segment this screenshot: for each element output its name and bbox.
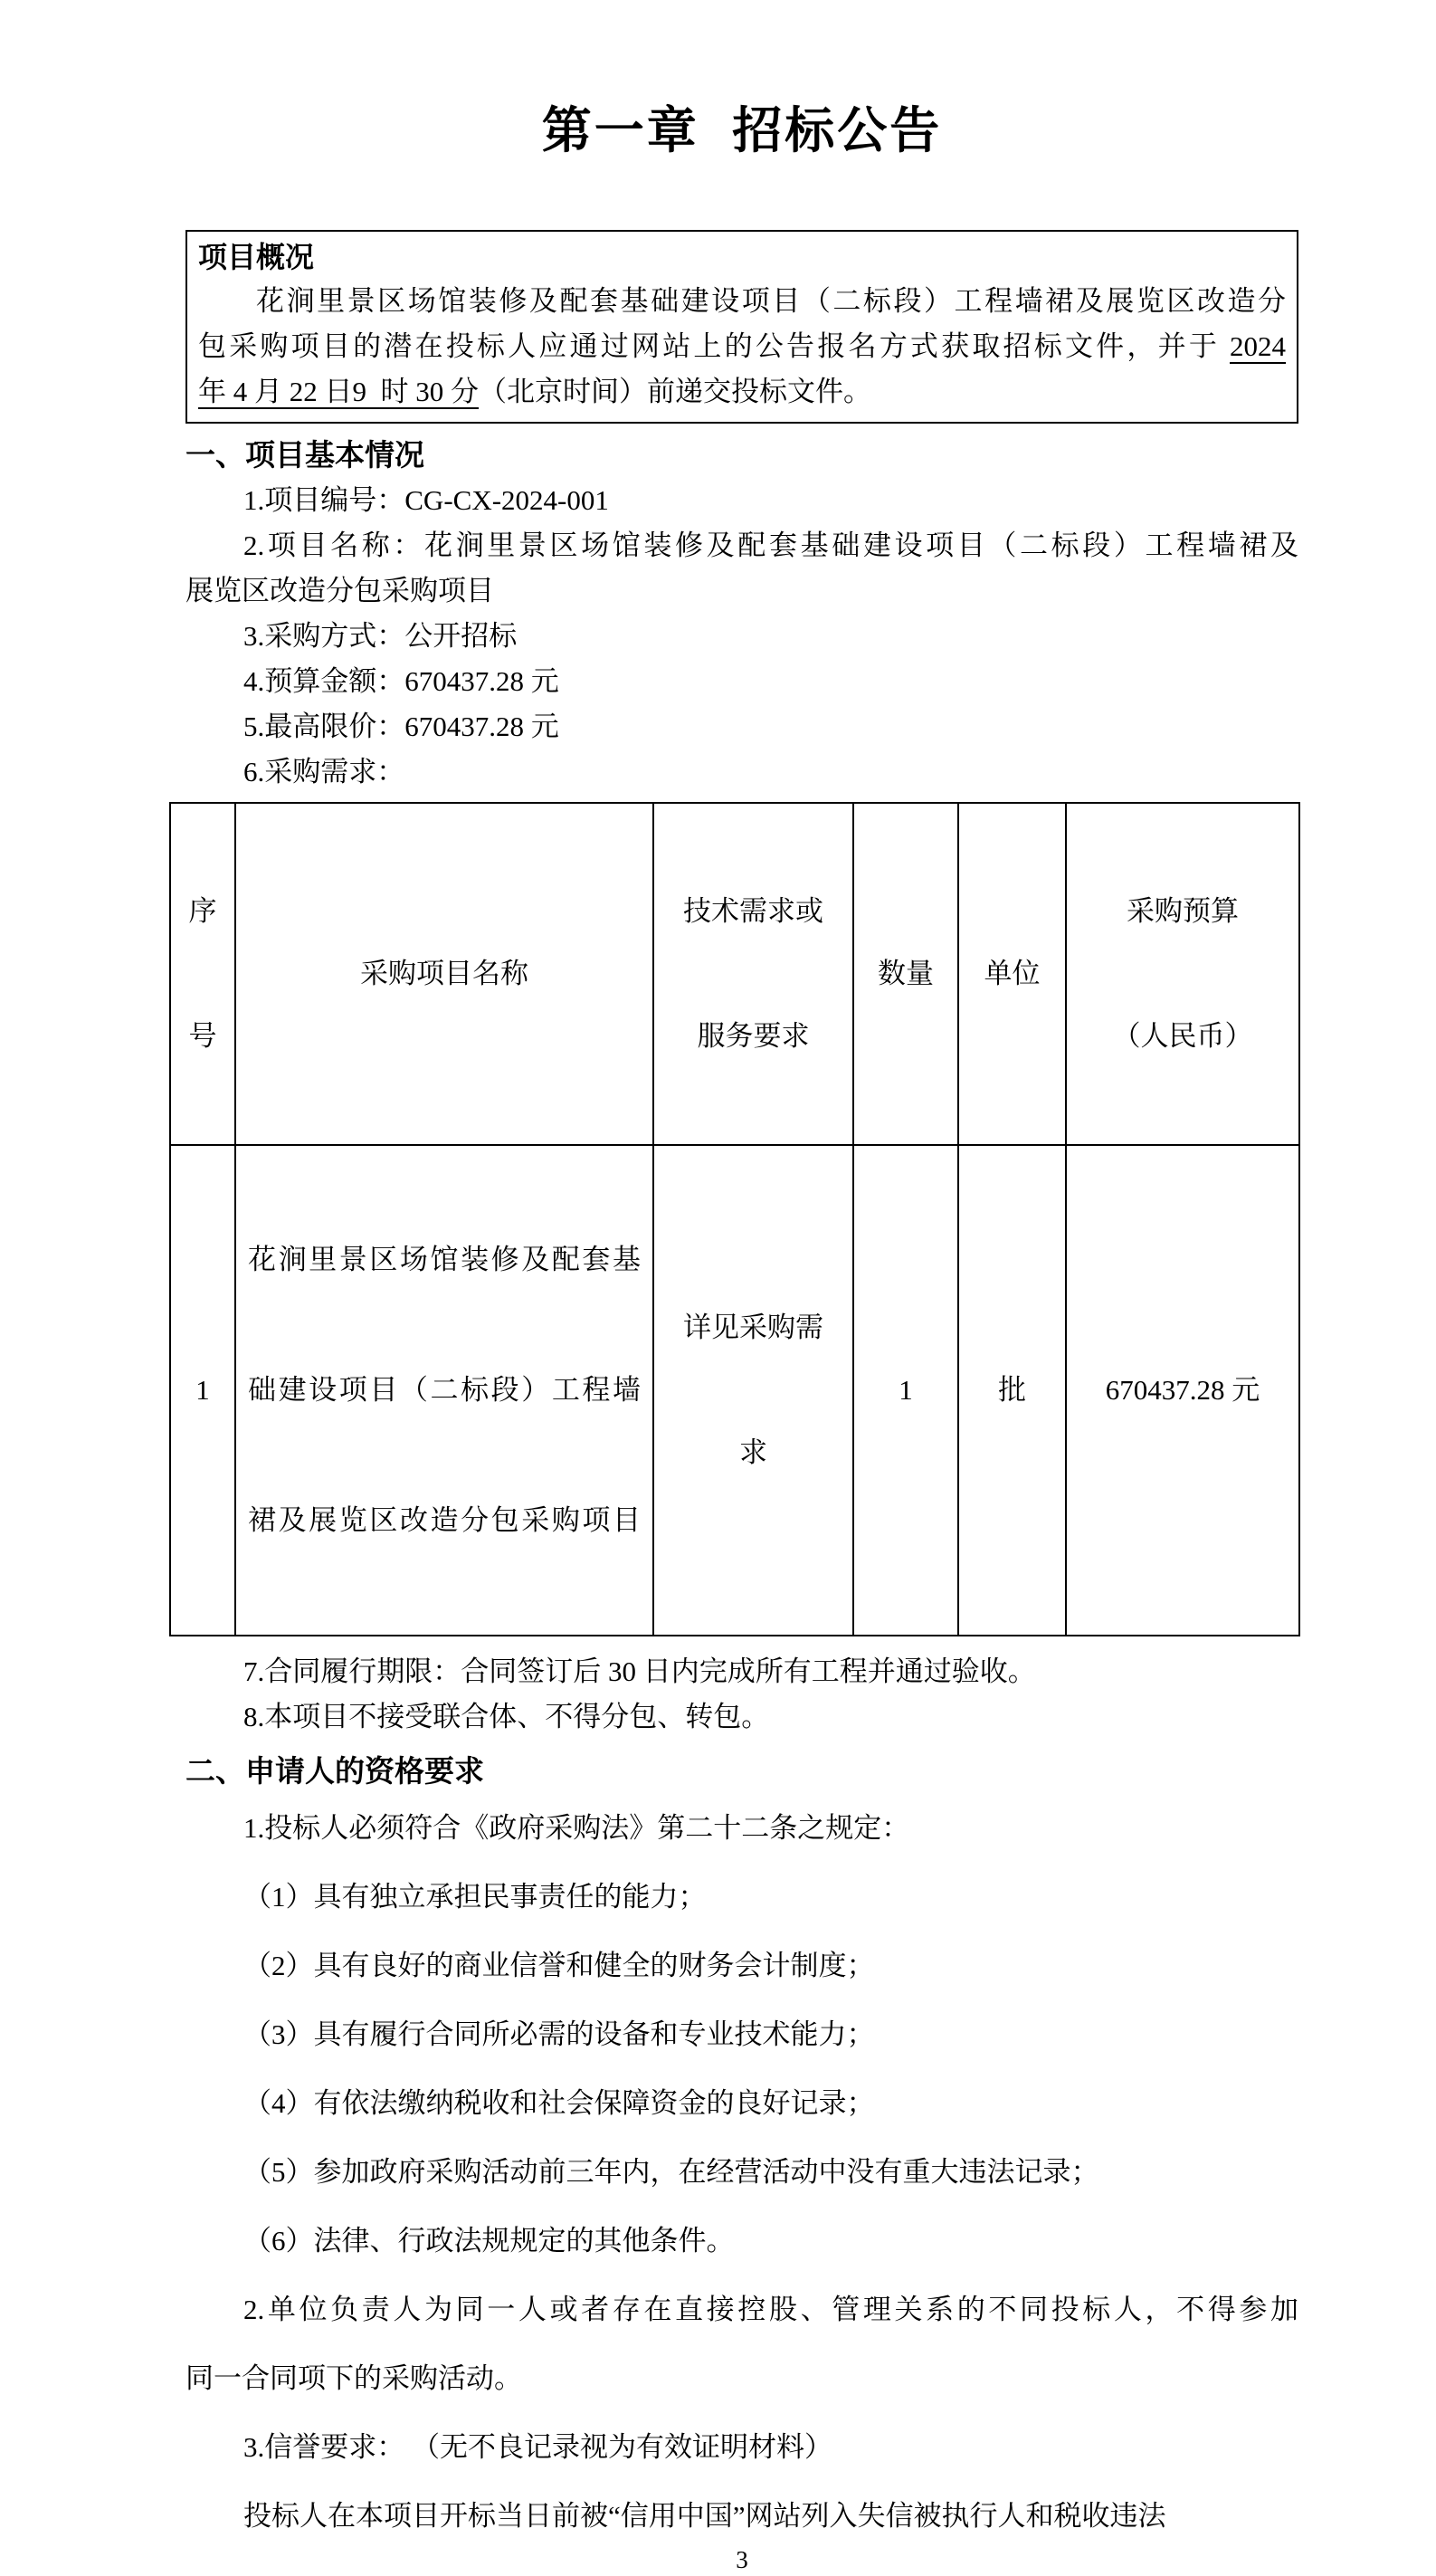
cell-budget: 670437.28 元 xyxy=(1066,1145,1299,1636)
cell-tech-line2: 求 xyxy=(739,1436,767,1468)
bid-deadline-date: 年 4 月 22 日9 时 30 分 xyxy=(198,376,479,407)
header-budget xyxy=(1066,803,1299,1145)
overview-line-3 xyxy=(198,369,1286,415)
table-header-row xyxy=(170,803,1299,1145)
header-name: 采购项目名称 xyxy=(235,803,653,1145)
qualification-intro: 1.投标人必须符合《政府采购法》第二十二条之规定： xyxy=(243,1812,910,1844)
overview-line-2 xyxy=(198,324,1286,369)
qualification-item2-line2: 同一合同项下的采购活动。 xyxy=(185,2362,522,2394)
cell-tech-requirement xyxy=(653,1145,853,1636)
header-budget-line2: （人民币） xyxy=(1112,1020,1253,1052)
cell-unit: 批 xyxy=(958,1145,1066,1636)
item-project-number: 1.项目编号：CG-CX-2024-001 xyxy=(243,484,609,516)
overview-line-1: 花涧里景区场馆装修及配套基础建设项目（二标段）工程墙裙及展览区改造分 xyxy=(256,285,1286,317)
header-seq-line2: 号 xyxy=(188,1020,217,1052)
table-row xyxy=(170,1145,1299,1636)
qualification-sub-4: （4）有依法缴纳税收和社会保障资金的良好记录； xyxy=(243,2087,875,2119)
qualification-sub-3: （3）具有履行合同所必需的设备和专业技术能力； xyxy=(243,2018,875,2050)
qualification-sub-6: （6）法律、行政法规规定的其他条件。 xyxy=(243,2225,735,2256)
header-budget-line1: 采购预算 xyxy=(1127,895,1239,927)
credit-paragraph: 投标人在本项目开标当日前被“信用中国”网站列入失信被执行人和税收违法 xyxy=(243,2500,1166,2532)
item-project-name-line1: 2.项目名称：花涧里景区场馆装修及配套基础建设项目（二标段）工程墙裙及 xyxy=(243,530,1298,561)
cell-project-name-line1: 花涧里景区场馆装修及配套基 xyxy=(248,1244,641,1275)
qualification-sub-2: （2）具有良好的商业信誉和健全的财务会计制度； xyxy=(243,1950,875,1981)
procurement-table xyxy=(169,802,1300,1636)
cell-tech-line1: 详见采购需 xyxy=(683,1312,823,1343)
cell-project-name xyxy=(235,1145,653,1636)
overview-heading: 项目概况 xyxy=(198,241,315,273)
page-number: 3 xyxy=(736,2546,748,2573)
project-overview-box xyxy=(185,230,1298,424)
chapter-title: 第一章 招标公告 xyxy=(541,102,943,158)
overview-line-3-text: （北京时间）前递交投标文件。 xyxy=(479,376,871,407)
item-contract-period: 7.合同履行期限：合同签订后 30 日内完成所有工程并通过验收。 xyxy=(243,1655,1036,1687)
header-seq xyxy=(170,803,235,1145)
qualification-item2-line1: 2.单位负责人为同一人或者存在直接控股、管理关系的不同投标人，不得参加 xyxy=(243,2294,1298,2325)
qualification-sub-5: （5）参加政府采购活动前三年内，在经营活动中没有重大违法记录； xyxy=(243,2156,1099,2188)
overview-line-2-text: 包采购项目的潜在投标人应通过网站上的公告报名方式获取招标文件，并于 xyxy=(198,330,1230,362)
item-budget-amount: 4.预算金额：670437.28 元 xyxy=(243,665,559,697)
qualification-sub-1: （1）具有独立承担民事责任的能力； xyxy=(243,1881,707,1913)
item-no-consortium: 8.本项目不接受联合体、不得分包、转包。 xyxy=(243,1701,770,1732)
cell-project-name-line3: 裙及展览区改造分包采购项目 xyxy=(248,1504,641,1536)
header-tech-line2: 服务要求 xyxy=(697,1020,810,1052)
cell-qty: 1 xyxy=(853,1145,958,1636)
bid-deadline-year: 2024 xyxy=(1230,330,1286,362)
credit-requirement: 3.信誉要求： （无不良记录视为有效证明材料） xyxy=(243,2431,832,2463)
header-tech-line1: 技术需求或 xyxy=(683,895,823,927)
header-unit: 单位 xyxy=(958,803,1066,1145)
item-procurement-demand: 6.采购需求： xyxy=(243,756,405,787)
item-max-price: 5.最高限价：670437.28 元 xyxy=(243,711,559,742)
item-procurement-method: 3.采购方式：公开招标 xyxy=(243,620,518,652)
cell-seq: 1 xyxy=(170,1145,235,1636)
item-project-name-line2: 展览区改造分包采购项目 xyxy=(185,575,494,606)
header-seq-line1: 序 xyxy=(188,895,217,927)
section2-heading: 二、申请人的资格要求 xyxy=(185,1754,484,1788)
cell-project-name-line2: 础建设项目（二标段）工程墙 xyxy=(248,1374,641,1406)
header-qty: 数量 xyxy=(853,803,958,1145)
section1-heading: 一、项目基本情况 xyxy=(185,438,424,472)
header-tech xyxy=(653,803,853,1145)
